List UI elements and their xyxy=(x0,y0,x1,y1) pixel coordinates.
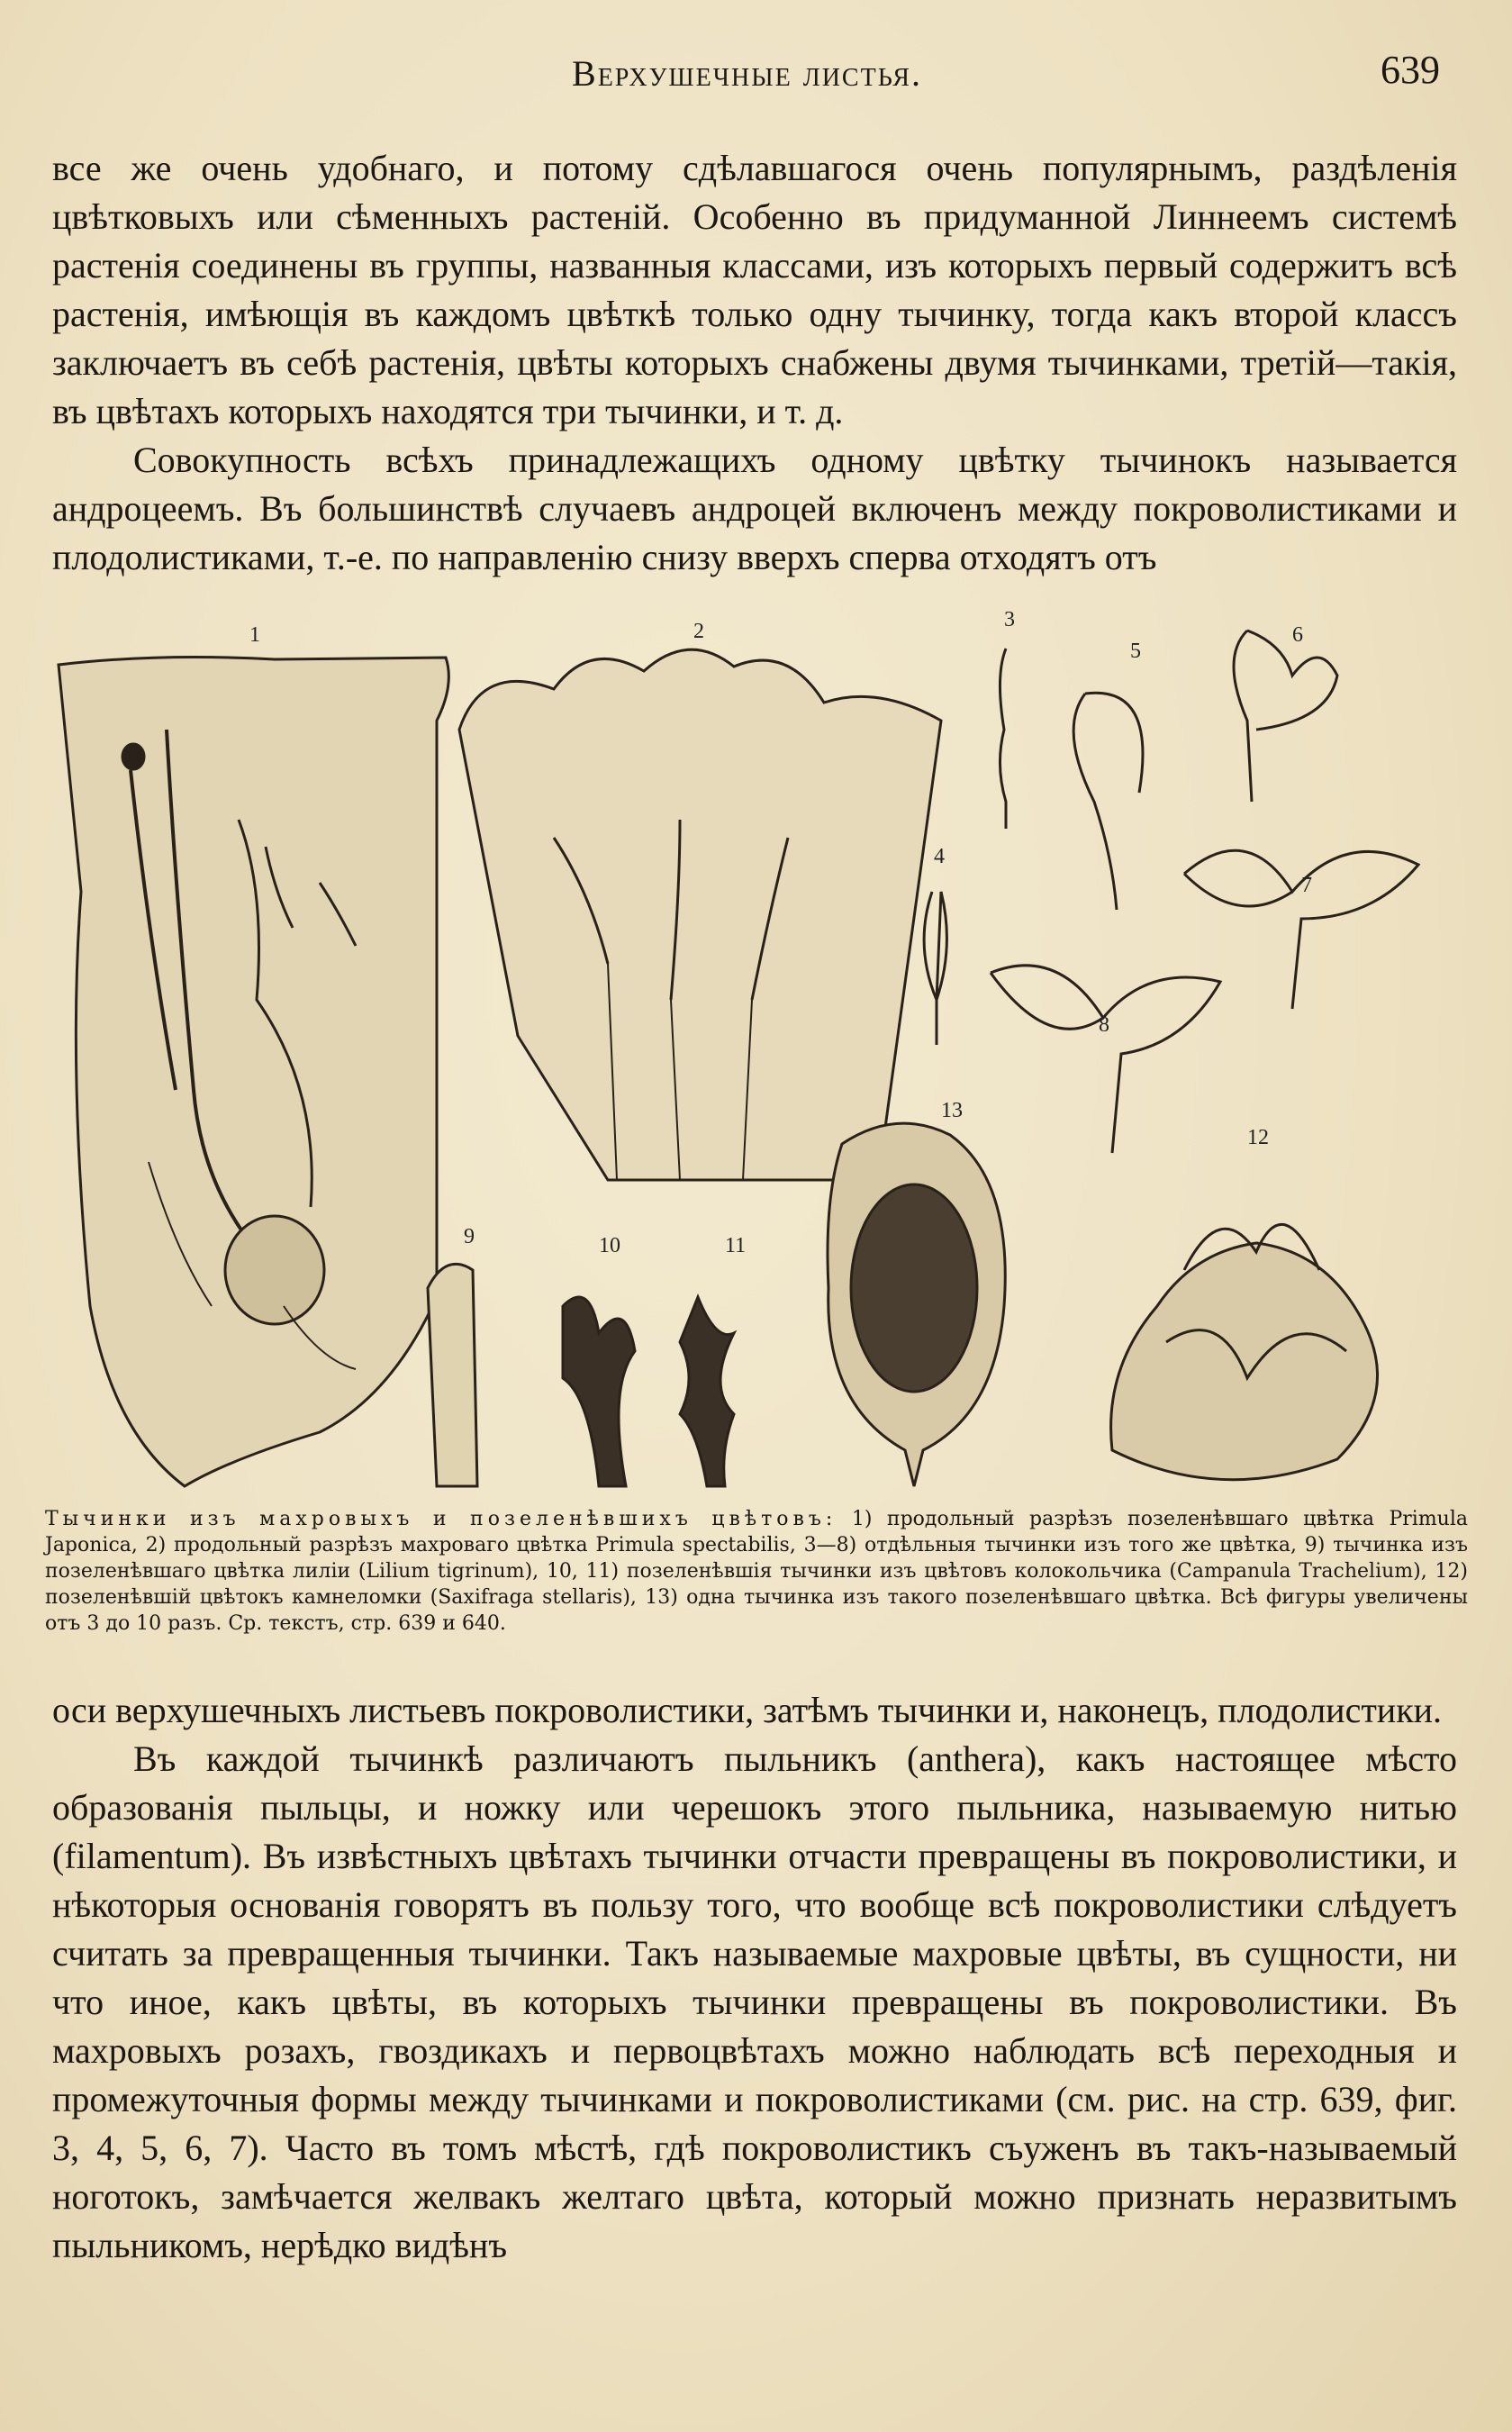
caption-text xyxy=(45,1506,1468,1637)
figure-6-stamen xyxy=(1234,631,1337,802)
body-text-top xyxy=(52,144,1457,582)
fig-label-2: 2 xyxy=(693,620,704,643)
figure-3-stamen xyxy=(1000,649,1006,829)
stamen-engraving xyxy=(50,608,1463,1504)
fig-label-3: 3 xyxy=(1004,608,1015,631)
fig-label-12: 12 xyxy=(1247,1126,1269,1149)
figure-8-petaloid-stamen xyxy=(991,966,1220,1153)
fig-label-8: 8 xyxy=(1099,1013,1109,1037)
fig-label-4: 4 xyxy=(934,845,945,868)
botanical-illustration xyxy=(50,608,1463,1504)
body-text-bottom xyxy=(52,1686,1457,2270)
fig-label-11: 11 xyxy=(725,1234,747,1257)
running-head xyxy=(54,47,1440,101)
paragraph-androecium: Совокупность всѣхъ принадлежащихъ одному цвѣтку тычинокъ называется андроцеемъ. Въ большинствѣ случаевъ андроцей включенъ между покроволистиками и плодолистиками, т.-е. по направленію снизу вверхъ сперва отходятъ отъ xyxy=(52,440,1457,577)
caption-lead: Тычинки изъ махровыхъ и позеленѣвшихъ цвѣтовъ: xyxy=(45,1508,837,1530)
fig-label-1: 1 xyxy=(249,623,260,647)
paragraph-continued: все же очень удобнаго, и потому сдѣлавшагося очень популярнымъ, раздѣленія цвѣтковыхъ или сѣменныхъ растеній. Особенно въ придуманной Линнеемъ системѣ растенія соединены въ группы, названныя классами, изъ которыхъ первый содержитъ всѣ растенія, имѣющія въ каждомъ цвѣткѣ только одну тычинку, тогда какъ второй классъ заключаетъ въ себѣ растенія, цвѣты которыхъ снабжены двумя тычинками, третій—такія, въ цвѣтахъ которыхъ находятся три тычинки, и т. д. xyxy=(52,148,1457,431)
fig-label-13: 13 xyxy=(941,1099,963,1122)
fig-label-9: 9 xyxy=(464,1225,475,1248)
paragraph-axis: оси верхушечныхъ листьевъ покроволистики, затѣмъ тычинки и, наконецъ, плодолистики. xyxy=(52,1690,1443,1730)
figure-12-saxifraga-flower xyxy=(1111,1224,1378,1479)
figure-9-lily-stamen xyxy=(428,1264,477,1486)
figure-1-flower-section xyxy=(59,658,448,1486)
figure-11-campanula-stamen xyxy=(680,1297,734,1486)
figure-4-stamen xyxy=(924,892,946,1045)
figure-2-double-flower xyxy=(459,649,941,1180)
fig-label-7: 7 xyxy=(1301,874,1312,897)
figure-5-stamen xyxy=(1073,693,1143,910)
running-title: Верхушечные листья. xyxy=(572,53,922,94)
figure-10-campanula-stamen xyxy=(563,1297,635,1486)
page-number: 639 xyxy=(1381,48,1440,92)
fig-label-6: 6 xyxy=(1292,623,1303,647)
fig-label-5: 5 xyxy=(1130,640,1141,663)
caption-rest: 1) продольный разрѣзъ позеленѣвшаго цвѣтка Primula Japonica, 2) продольный разрѣзъ махроваго цвѣтка Primula spectabilis, 3—8) отдѣльныя тычинки изъ того же цвѣтка, 9) тычинка изъ позеленѣвшаго цвѣтка лиліи (Lilium tigrinum), 10, 11) позеленѣвшія тычинки изъ цвѣтовъ колокольчика (Campanula Trachelium), 12) позеленѣвшій цвѣтокъ камнеломки (Saxifraga stellaris), 13) одна тычинка изъ такого позеленѣвшаго цвѣтка. Всѣ фигуры увеличены отъ 3 до 10 разъ. Ср. текстъ, стр. 639 и 640. xyxy=(45,1508,1469,1635)
paragraph-anther: Въ каждой тычинкѣ различаютъ пыльникъ (anthera), какъ настоящее мѣсто образованія пыльцы, и ножку или черешокъ этого пыльника, называемую нитью (filamentum). Въ извѣстныхъ цвѣтахъ тычинки отчасти превращены въ покроволистики, и нѣкоторыя основанія говорятъ въ пользу того, что вообще всѣ покроволистики слѣдуетъ считать за превращенныя тычинки. Такъ называемые махровые цвѣты, въ сущности, ни что иное, какъ цвѣты, въ которыхъ тычинки превращены въ покроволистики. Въ махровыхъ розахъ, гвоздикахъ и первоцвѣтахъ можно наблюдать всѣ переходныя и промежуточныя формы между тычинками и покроволистиками (см. рис. на стр. 639, фиг. 3, 4, 5, 6, 7). Часто въ томъ мѣстѣ, гдѣ покроволистикъ съуженъ въ такъ-называемый ноготокъ, замѣчается желвакъ желтаго цвѣта, который можно признать неразвитымъ пыльникомъ, нерѣдко видѣнъ xyxy=(52,1738,1457,2265)
figure-caption xyxy=(45,1506,1468,1637)
fig-label-10: 10 xyxy=(599,1234,620,1257)
figure-13-ovules xyxy=(851,1184,977,1392)
